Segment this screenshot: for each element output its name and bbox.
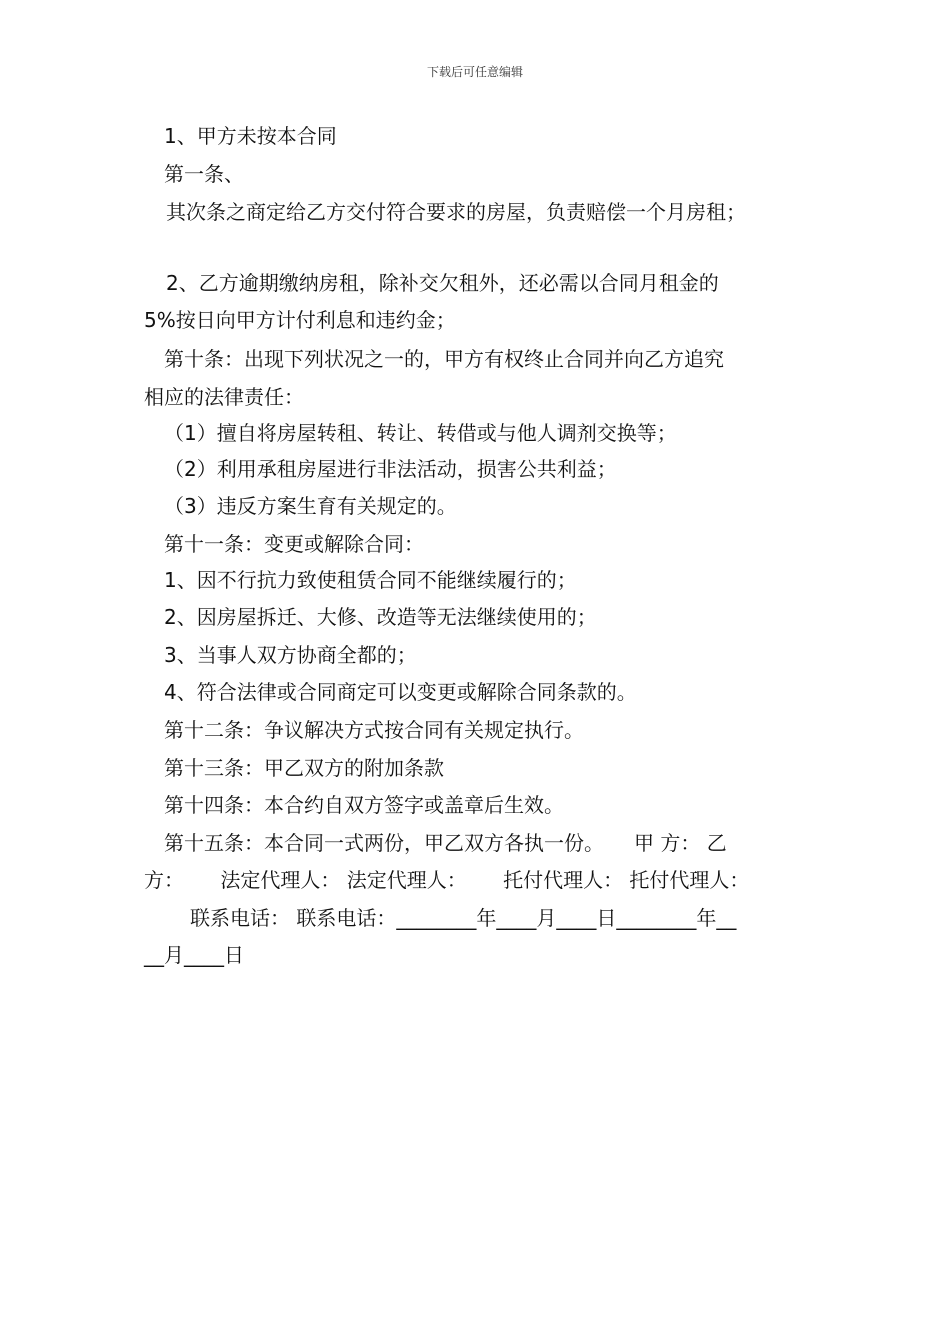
clause-line-4: 2、乙方逾期缴纳房租，除补交欠租外，还必需以合同月租金的	[166, 271, 719, 295]
clause-line-9: （2）利用承租房屋进行非法活动，损害公共利益；	[164, 457, 617, 481]
signature-line-3: __月____日	[144, 943, 244, 967]
clause-line-5: 5%按日向甲方计付利息和违约金；	[144, 308, 456, 332]
clause-line-12: 1、因不行抗力致使租赁合同不能继续履行的；	[164, 568, 577, 592]
clause-line-11: 第十一条：变更或解除合同：	[164, 532, 424, 556]
clause-line-14: 3、当事人双方协商全都的；	[164, 643, 417, 667]
clause-line-2: 第一条、	[164, 162, 244, 186]
clause-line-19: 第十五条：本合同一式两份，甲乙双方各执一份。 甲 方： 乙	[164, 831, 727, 855]
clause-line-16: 第十二条：争议解决方式按合同有关规定执行。	[164, 718, 584, 742]
clause-line-18: 第十四条：本合约自双方签字或盖章后生效。	[164, 793, 564, 817]
clause-line-8: （1）擅自将房屋转租、转让、转借或与他人调剂交换等；	[164, 421, 677, 445]
clause-line-17: 第十三条：甲乙双方的附加条款	[164, 756, 444, 780]
clause-line-7: 相应的法律责任：	[144, 385, 304, 409]
page-header: 下载后可任意编辑	[426, 65, 523, 79]
clause-line-15: 4、符合法律或合同商定可以变更或解除合同条款的。	[164, 680, 637, 704]
clause-line-1: 1、甲方未按本合同	[164, 124, 337, 148]
signature-line-1: 方： 法定代理人： 法定代理人： 托付代理人： 托付代理人：	[144, 868, 750, 892]
clause-line-3: 其次条之商定给乙方交付符合要求的房屋，负责赔偿一个月房租；	[166, 200, 746, 224]
clause-line-10: （3）违反方案生育有关规定的。	[164, 494, 457, 518]
clause-line-13: 2、因房屋拆迁、大修、改造等无法继续使用的；	[164, 605, 597, 629]
clause-line-6: 第十条：出现下列状况之一的，甲方有权终止合同并向乙方追究	[164, 347, 724, 371]
signature-line-2: 联系电话： 联系电话：________年____月____日________年__	[190, 906, 737, 930]
